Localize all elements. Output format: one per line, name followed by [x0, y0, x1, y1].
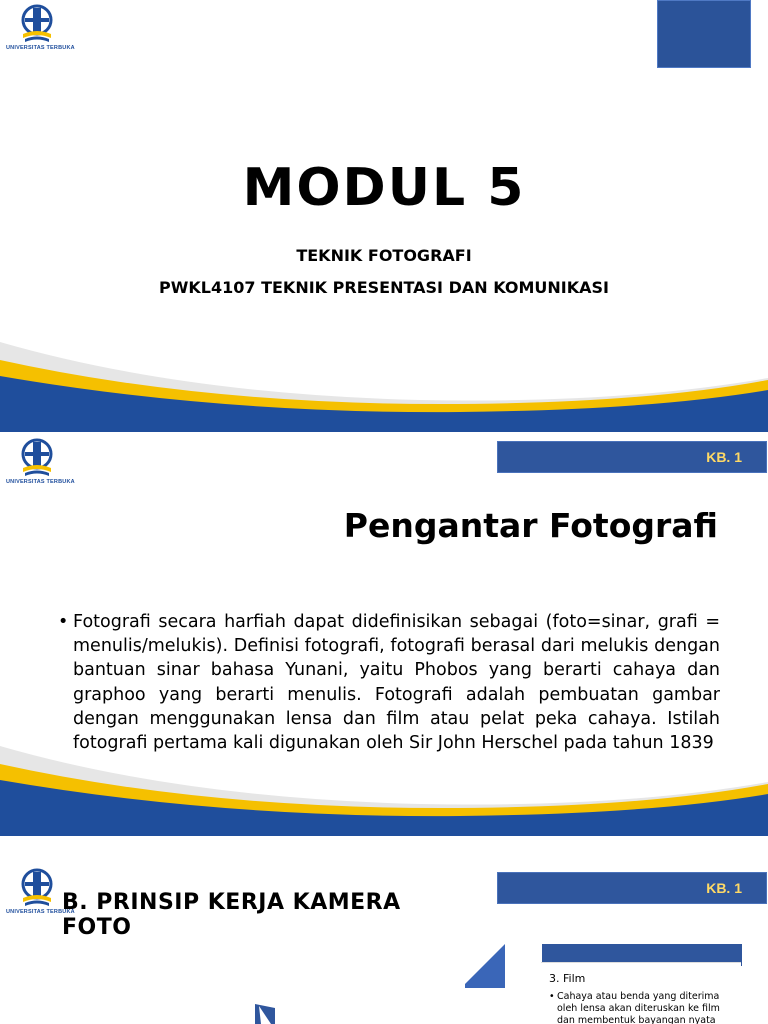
- film-box-text: [549, 991, 729, 1024]
- paragraph-text: Fotografi secara harfiah dapat didefinisikan sebagai (foto=sinar, grafi = menulis/melukis). Definisi fotografi, fotografi berasal dari melukis dengan bantuan sinar bahasa Yunani, yaitu Phobos yang berarti cahaya dan graphoo yang berarti menulis. Fotografi adalah pembuatan gambar dengan menggunakan lensa dan film atau pelat peka cahaya. Istilah fotografi pertama kali digunakan oleh Sir John Herschel pada tahun 1839: [73, 612, 720, 754]
- logo-text: UNIVERSITAS TERBUKA: [6, 45, 75, 51]
- logo-text: UNIVERSITAS TERBUKA: [6, 479, 75, 485]
- footer-wave: [0, 342, 768, 432]
- module-subtitle: TEKNIK FOTOGRAFI: [296, 246, 472, 265]
- slide-title: [0, 0, 768, 432]
- bullet-icon: •: [58, 612, 69, 632]
- slide-principle: [0, 840, 768, 1024]
- film-box-body: Cahaya atau benda yang diterima oleh lensa akan diteruskan ke film dan membentuk bayangan nyata: [557, 991, 720, 1024]
- decorative-square: [657, 0, 751, 68]
- ut-emblem-icon: [19, 438, 55, 478]
- module-title: MODUL 5: [242, 158, 526, 218]
- film-box-title: 3. Film: [549, 972, 586, 985]
- footer-wave: [0, 746, 768, 836]
- kb-label: KB. 1: [706, 880, 742, 896]
- kb-label: KB. 1: [706, 449, 742, 465]
- university-logo: [6, 868, 75, 915]
- ut-emblem-icon: [19, 4, 55, 44]
- logo-text: UNIVERSITAS TERBUKA: [6, 909, 75, 915]
- university-logo: [6, 438, 75, 485]
- university-logo: [6, 4, 75, 51]
- kb-badge: [497, 872, 767, 904]
- course-title: PWKL4107 TEKNIK PRESENTASI DAN KOMUNIKASI: [159, 278, 609, 297]
- kb-badge: [497, 441, 767, 473]
- decorative-shapes: [255, 944, 505, 1024]
- ut-emblem-icon: [19, 868, 55, 908]
- bullet-paragraph: [58, 610, 720, 755]
- bullet-icon: •: [549, 991, 555, 1002]
- slide-heading: B. PRINSIP KERJA KAMERA FOTO: [62, 890, 401, 940]
- slide-intro: [0, 436, 768, 836]
- slide-heading: Pengantar Fotografi: [343, 506, 718, 545]
